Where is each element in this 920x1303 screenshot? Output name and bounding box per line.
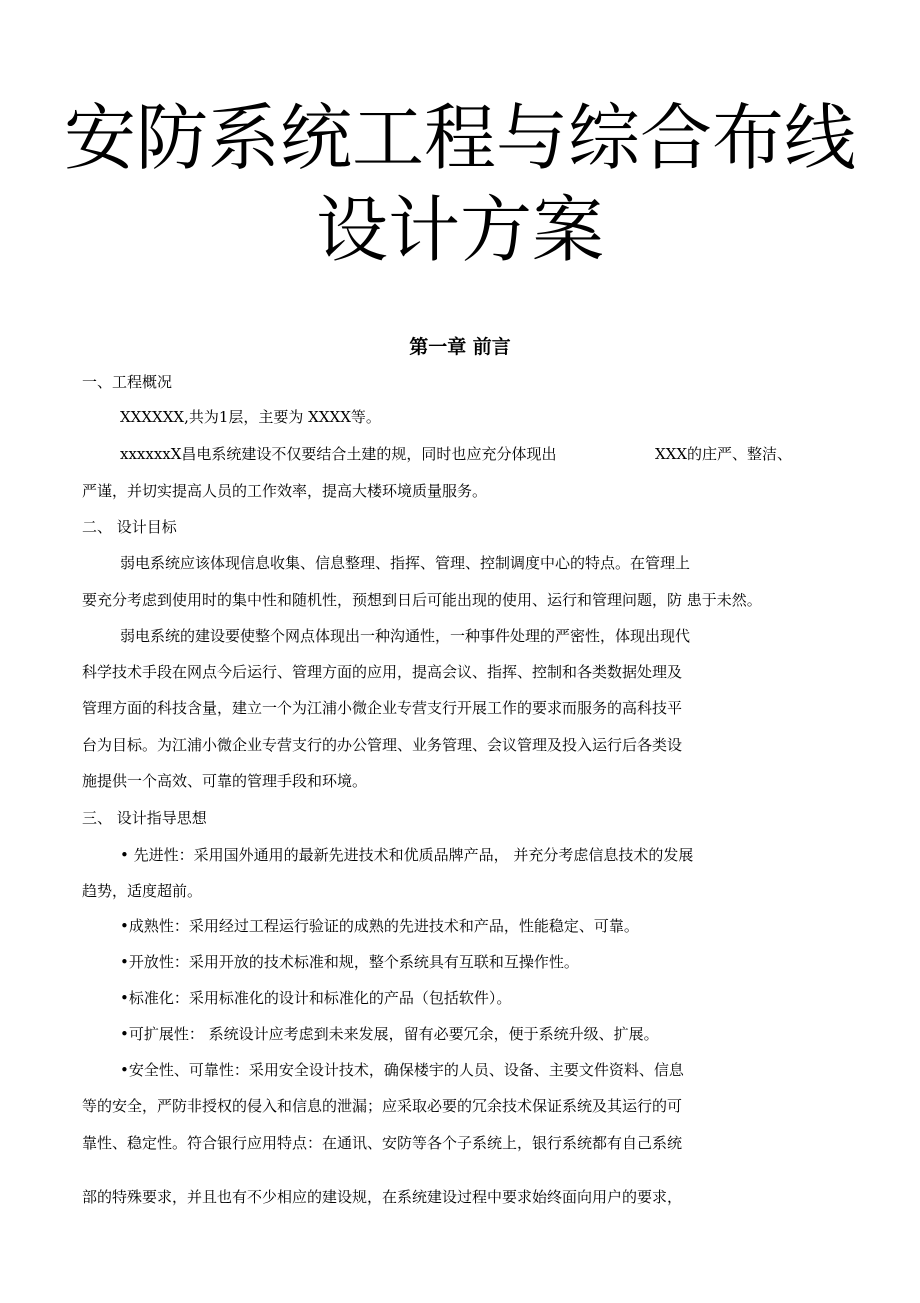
paragraph-line: 管理方面的科技含量，建立一个为江浦小微企业专营支行开展工作的要求而服务的高科技平 — [82, 699, 683, 717]
paragraph-line: 弱电系统的建设要使整个网点体现出一种沟通性，一种事件处理的严密性，体现出现代 — [120, 627, 691, 645]
paragraph-line: 要充分考虑到使用时的集中性和随机性，预想到日后可能出现的使用、运行和管理问题，防 患于未然。 — [82, 591, 762, 609]
paragraph-line: 严谨，并切实提高人员的工作效率，提高大楼环境质量服务。 — [82, 482, 488, 500]
section-heading-design-principles: 三、 设计指导思想 — [82, 809, 207, 827]
bullet-item-advanced: • 先进性：采用国外通用的最新先进技术和优质品牌产品， 并充分考虑信息技术的发展 — [120, 846, 694, 864]
bullet-item-standard: •标准化：采用标准化的设计和标准化的产品（包括软件）。 — [120, 989, 512, 1007]
paragraph-line: 靠性、稳定性。符合银行应用特点：在通讯、安防等各个子系统上，银行系统都有自己系统 — [82, 1134, 683, 1152]
paragraph-line: XXXXXX,共为1层，主要为 XXXX等。 — [120, 408, 381, 426]
paragraph-line: 趋势，适度超前。 — [82, 882, 203, 900]
bullet-item-mature: •成熟性：采用经过工程运行验证的成熟的先进技术和产品，性能稳定、可靠。 — [120, 917, 639, 935]
paragraph-line: xxxxxxX昌电系统建设不仅要结合土建的规，同时也应充分体现出 — [120, 445, 557, 463]
bullet-item-scalable: •可扩展性： 系统设计应考虑到未来发展，留有必要冗余，便于系统升级、扩展。 — [120, 1025, 659, 1043]
section-heading-overview: 一、工程概况 — [82, 373, 173, 391]
chapter-title: 第一章 前言 — [409, 336, 511, 358]
section-heading-design-goals: 二、 设计目标 — [82, 518, 177, 536]
paragraph-line: 等的安全，严防非授权的侵入和信息的泄漏；应采取必要的冗余技术保证系统及其运行的可 — [82, 1097, 683, 1115]
bullet-item-open: •开放性：采用开放的技术标准和规，整个系统具有互联和互操作性。 — [120, 953, 579, 971]
paragraph-line: XXX的庄严、整洁、 — [655, 445, 793, 463]
paragraph-line: 台为目标。为江浦小微企业专营支行的办公管理、业务管理、会议管理及投入运行后各类设 — [82, 736, 683, 754]
paragraph-line: 施提供一个高效、可靠的管理手段和环境。 — [82, 772, 368, 790]
paragraph-line: 科学技术手段在网点今后运行、管理方面的应用，提高会议、指挥、控制和各类数据处理及 — [82, 663, 683, 681]
paragraph-line: 部的特殊要求，并且也有不少相应的建设规，在系统建设过程中要求始终面向用户的要求， — [82, 1188, 683, 1206]
document-title-line-1: 安防系统工程与综合布线 — [63, 96, 856, 180]
bullet-item-security: •安全性、可靠性：采用安全设计技术，确保楼宇的人员、设备、主要文件资料、信息 — [120, 1061, 684, 1079]
paragraph-line: 弱电系统应该体现信息收集、信息整理、指挥、管理、控制调度中心的特点。在管理上 — [120, 554, 691, 572]
document-title-line-2: 设计方案 — [315, 188, 604, 272]
